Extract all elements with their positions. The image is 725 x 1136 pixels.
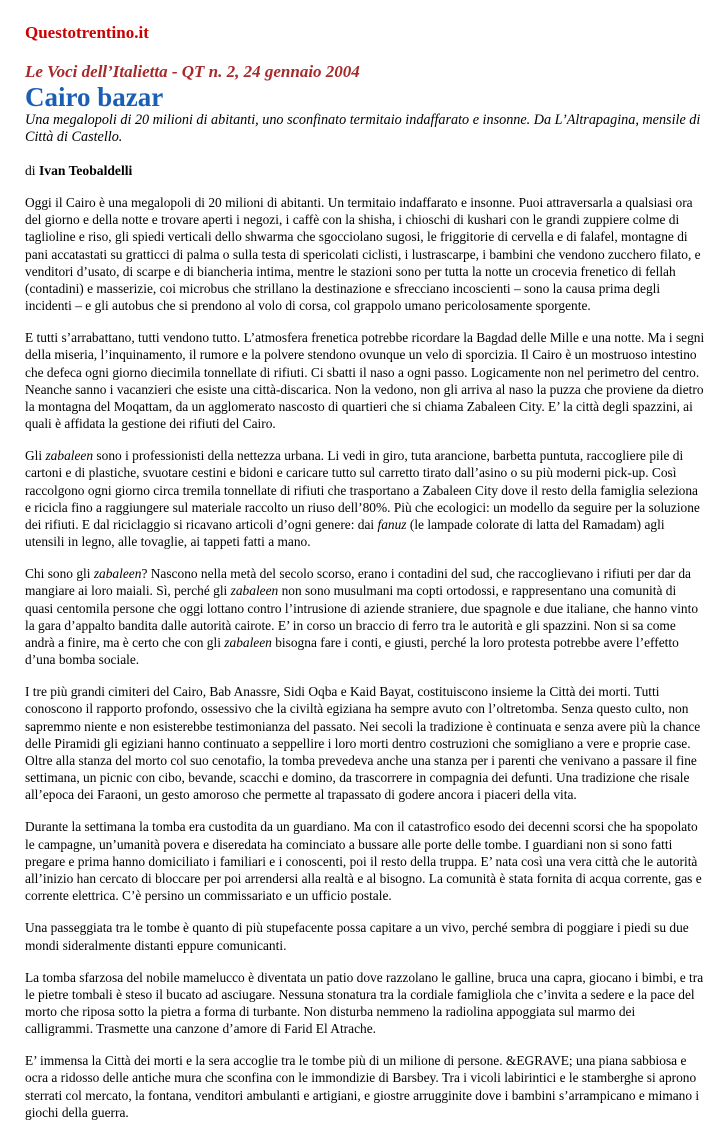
article-paragraph: E tutti s’arrabattano, tutti vendono tutto. L’atmosfera frenetica potrebbe ricordare la Bagdad delle Mille e una notte. Ma i segni della miseria, l’inquinamento, il rumore e la polvere stendono ovunque un velo di sporcizia. Il Cairo è un mostruoso intestino che defeca ogni giorno diecimila tonnellate di rifiuti. Ci sbatti il naso a ogni passo. Logicamente non nel perimetro del centro. Neanche sanno i vacanzieri che esiste una città-discarica. Non la vedono, non gli arriva al naso la puzza che proviene da dietro la montagna del Moqattam, da un agglomerato nascosto di quartieri che si chiama Zabaleen City. E’ la città degli spazzini, ai quali è affidata la gestione dei rifiuti del Cairo. xyxy=(25,330,705,432)
author-name: Ivan Teobaldelli xyxy=(38,163,133,178)
article-paragraph: Gli zabaleen sono i professionisti della nettezza urbana. Li vedi in giro, tuta arancione, barbetta puntuta, raccogliere pile di cartoni e di plastiche, svuotare cestini e bidoni e caricare tutto sul carretto tirato dall’asino o su più moderni pick-up. Così raccolgono ogni giorno circa tremila tonnellate di rifiuti che trasportano a Zabaleen City dove il resto della famiglia seleziona e ricicla fino a raggiungere sul materiale raccolto un riuso dell’80%. Più che ecologici: un modello da seguire per la soluzione dei rifiuti. E dal riciclaggio si ricavano articoli d’ogni genere: dai fanuz (le lampade colorate di latta del Ramadam) agli utensili in legno, alle tovaglie, ai tappeti fatti a mano. xyxy=(25,448,700,550)
article-byline xyxy=(25,162,705,179)
italic-term: zabaleen xyxy=(230,583,279,599)
article-title: Cairo bazar xyxy=(25,82,164,112)
italic-term: fanuz xyxy=(377,517,407,533)
article-paragraph: Chi sono gli zabaleen? Nascono nella metà del secolo scorso, erano i contadini del sud, che raccoglievano i rifiuti per dar da mangiare ai loro maiali. Sì, perché gli zabaleen non sono musulmani ma copti ortodossi, e rappresentano una comunità di quasi centomila persone che oggi lottano contro l’intrusione di aziende straniere, due spagnole e due italiane, che hanno vinto la gara d’appalto bandita dalle autorità cairote. E’ in corso un braccio di ferro tra le autorità e gli spazzini. Non si sa come andrà a finire, ma è certo che con gli zabaleen bisogna fare i conti, e giusti, perché la loro protesta potrebbe avere l’effetto d’una bomba sociale. xyxy=(25,566,699,668)
italic-term: zabaleen xyxy=(93,566,142,582)
italic-term: zabaleen xyxy=(45,448,94,464)
italic-term: zabaleen xyxy=(224,635,272,651)
article-body xyxy=(25,194,705,1121)
article-paragraph: Durante la settimana la tomba era custodita da un guardiano. Ma con il catastrofico esodo dei decenni scorsi che ha spopolato le campagne, un’umanità povera e diseredata ha cominciato a bussare alle porte delle tombe. I guardiani non si sono fatti pregare e prima hanno domiciliato i familiari e i conoscenti, poi il resto della truppa. E’ nata così una vera città che le autorità all’inizio han cercato di bloccare per poi arrendersi alla realtà e al bisogno. La comunità è stata fornita di acqua corrente, gas e corrente elettrica. C’è persino un commissariato e un ufficio postale. xyxy=(25,819,702,904)
article-paragraph: Una passeggiata tra le tombe è quanto di più stupefacente possa capitare a un vivo, perché sembra di poggiare i piedi su due mondi sideralmente distanti eppure comunicanti. xyxy=(25,920,689,953)
article-kicker: Le Voci dell’Italietta - QT n. 2, 24 gennaio 2004 xyxy=(25,62,360,81)
site-logo-link[interactable]: Questotrentino.it xyxy=(25,23,149,42)
byline-prefix: di xyxy=(25,163,36,178)
article-page xyxy=(25,22,705,1136)
article-summary: Una megalopoli di 20 milioni di abitanti, uno sconfinato termitaio indaffarato e insonne. Da L’Altrapagina, mensile di Città di Castello. xyxy=(25,112,701,145)
article-paragraph: Oggi il Cairo è una megalopoli di 20 milioni di abitanti. Un termitaio indaffarato e insonne. Puoi attraversarla a qualsiasi ora del giorno e della notte e trovare aperti i negozi, i caffè con la shisha, i chioschi di kushari con le grandi zuppiere colme di taglioline e riso, gli spiedi verticali dello shwarma che sgocciolano sugosi, le friggitorie di cervella e di falafel, montagne di pani accatastati su gratticci di palma o sulla testa di spericolati ciclisti, i lustrascarpe, i bambini che vendono zucchero filato, e venditori d’usato, di scarpe e di biancheria intima, mentre le stazioni sono per tutta la notte un crocevia frenetico di fellah (contadini) e masserizie, coi microbus che strillano la destinazione e sfrecciano incoscienti – sono la causa prima degli incidenti – e gli autobus che si prendono al volo di corsa, col grappolo umano pericolosamente sporgente. xyxy=(25,195,701,314)
article-paragraph: E’ immensa la Città dei morti e la sera accoglie tra le tombe più di un milione di persone. &EGRAVE; una piana sabbiosa e ocra a ridosso delle antiche mura che sconfina con le immondizie di Barsbey. Tra i vicoli labirintici e le stamberghe si aprono sterrati col mercato, la fontana, venditori ambulanti e artigiani, e giostre arrugginite dove i bambini s’arrampicano e mimano i giochi della guerra. xyxy=(25,1053,700,1120)
article-paragraph: I tre più grandi cimiteri del Cairo, Bab Anassre, Sidi Oqba e Kaid Bayat, costituiscono insieme la Città dei morti. Tutti conoscono il rapporto profondo, ossessivo che la civiltà egiziana ha sempre avuto con l’oltretomba. Senza questo culto, non sapremmo niente e non esisterebbe testimonianza del passato. Nei secoli la tradizione è continuata e senza avere più la chance delle Piramidi gli egiziani hanno continuato a seppellire i loro morti dentro costruzioni che somigliano a vere e proprie case. Oltre alla stanza del morto col suo cenotafio, la tomba prevedeva anche una stanza per i parenti che venivano a passare il fine settimana, un picnic con cibo, bevande, scacchi e domino, da trascorrere in compagnia dei defunti. Una tradizione che risale all’epoca dei Faraoni, un gesto amoroso che permette al trapassato di godere ancora i piaceri della vita. xyxy=(25,684,701,803)
article-paragraph: La tomba sfarzosa del nobile mamelucco è diventata un patio dove razzolano le galline, bruca una capra, giocano i bimbi, e tra le pietre tombali è steso il bucato ad asciugare. Nessuna stonatura tra la cordiale famigliola che c’invita a sedere e la pace del morto che riposa sotto la pietra a forma di turbante. Non disturba nemmeno la radiolina appoggiata sul marmo dei calligrammi. Trasmette una canzone d’amore di Farid El Atrache. xyxy=(25,969,704,1037)
